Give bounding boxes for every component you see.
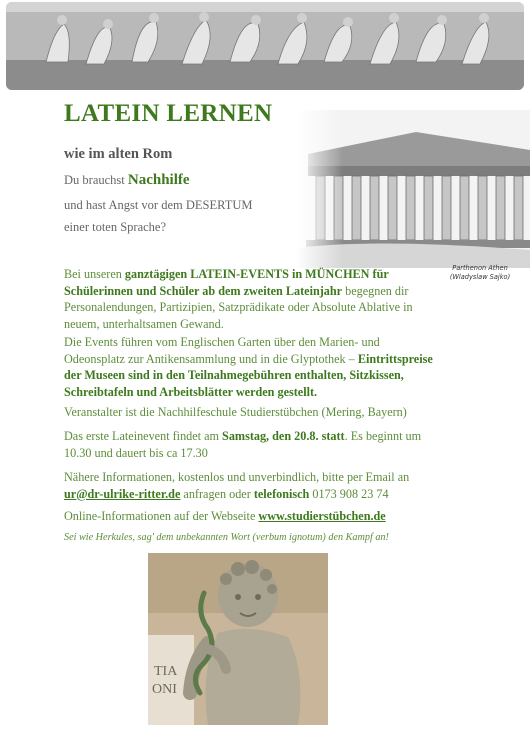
hercules-statue-icon: [148, 553, 328, 725]
paragraph-route-bold: Eintrittspreise der Museen sind in den Teilnahmegebühren enthalten, Sitzkissen, Schreibtafeln und Arbeitsblätter werden gestellt.: [64, 351, 433, 399]
intro-line-1-text: Du brauchst: [64, 173, 128, 187]
statue-inscription-line-2: ONI: [152, 682, 177, 697]
motto-text: Sei wie Herkules, sag' dem unbekannten Wort (verbum ignotum) den Kampf an!: [64, 532, 389, 543]
paragraph-date: [64, 428, 436, 461]
page-subtitle: wie im alten Rom: [64, 146, 173, 162]
paragraph-date-bold: Samstag, den 20.8. statt: [222, 429, 345, 443]
parthenon-icon: [296, 110, 530, 268]
parthenon-image: [296, 110, 530, 268]
paragraph-contact-text-2: anfragen oder: [180, 486, 254, 501]
intro-nachhilfe-emphasis: Nachhilfe: [127, 172, 190, 188]
hercules-statue-image: [148, 553, 328, 725]
website-link[interactable]: www.studierstübchen.de: [258, 509, 386, 523]
statue-inscription-line-1: TIA: [154, 664, 178, 679]
paragraph-contact: [64, 469, 444, 502]
paragraph-events-text-1: Bei unseren: [64, 267, 125, 281]
paragraph-contact-text-1: Nähere Informationen, kostenlos und unverbindlich, bitte per Email an: [64, 470, 410, 484]
paragraph-events-text-2: begegnen dir Personalendungen, Partizipien, Satzprädikate oder Absolute Ablative in neuem, unterhaltsamen Gewand.: [64, 283, 413, 331]
caption-line-1: Parthenon Athen: [452, 264, 508, 272]
intro-line-1: [64, 172, 190, 189]
paragraph-route-text: Die Events führen vom Englischen Garten über den Marien- und Odeonsplatz zur Antikensammlung und in die Glyptothek –: [64, 335, 380, 366]
caption-line-2: (Wladyslaw Sajko): [449, 273, 511, 281]
page-title: LATEIN LERNEN: [64, 100, 273, 127]
intro-line-2: und hast Angst vor dem DESERTUM: [64, 198, 253, 212]
paragraph-date-text-2: . Es beginnt um 10.30 und dauert bis ca 17.30: [64, 429, 422, 460]
intro-line-3: einer toten Sprache?: [64, 220, 167, 234]
paragraph-contact-bold: telefonisch: [253, 486, 310, 501]
paragraph-events-bold: ganztägigen LATEIN-EVENTS in MÜNCHEN für Schülerinnen und Schüler ab dem zweiten Lateinjahr: [64, 267, 389, 298]
paragraph-organizer: Veranstalter ist die Nachhilfeschule Studierstübchen (Mering, Bayern): [64, 405, 407, 419]
paragraph-events: [64, 266, 436, 332]
paragraph-route: [64, 334, 436, 400]
frieze-banner-image: [6, 2, 524, 90]
image-caption: [438, 264, 522, 282]
paragraph-contact-phone: 0173 908 23 74: [309, 486, 389, 501]
paragraph-date-text-1: Das erste Lateinevent findet am: [64, 429, 223, 443]
paragraph-website-text: Online-Informationen auf der Webseite: [64, 509, 259, 523]
email-link[interactable]: ur@dr-ulrike-ritter.de: [64, 486, 181, 501]
frieze-relief-icon: [6, 2, 524, 90]
paragraph-website: [64, 508, 436, 525]
